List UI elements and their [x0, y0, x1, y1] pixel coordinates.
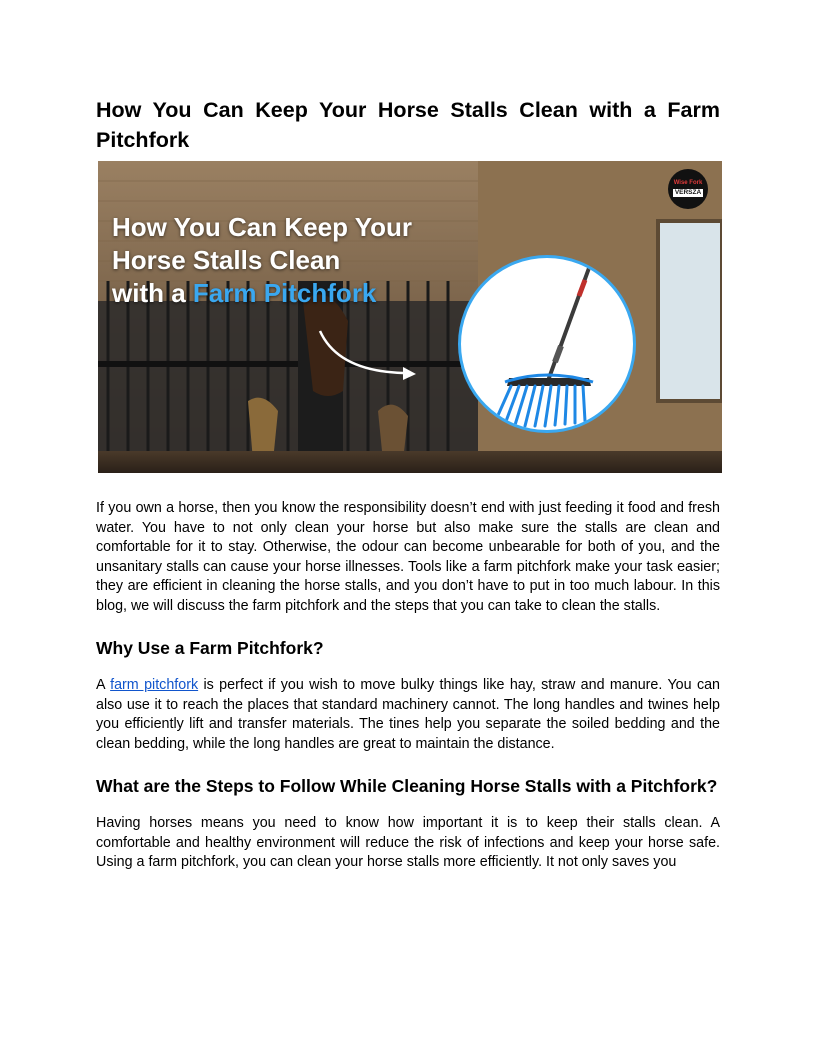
brand-logo: [668, 169, 708, 209]
why-text-start: A: [96, 677, 111, 693]
logo-brand-text: VERSZA: [674, 189, 702, 196]
hero-line-3-prefix: with a: [112, 278, 193, 308]
why-paragraph: [96, 676, 720, 754]
page-title: How You Can Keep Your Horse Stalls Clean with a Farm Pitchfork: [96, 98, 720, 152]
intro-paragraph: If you own a horse, then you know the responsibility doesn’t end with just feeding it food and fresh water. You have to not only clean your horse but also make sure the stalls are clean and comfortable for it to stay. Otherwise, the odour can become unbearable for both of you, and the unsanitary stalls can cause your horse illnesses. Tools like a farm pitchfork make your task easier; they are efficient in cleaning the horse stalls, and you don’t have to put in too much labour. In this blog, we will discuss the farm pitchfork and the steps that you can take to clean the stalls.: [96, 500, 720, 614]
section-heading-steps: What are the Steps to Follow While Cleaning Horse Stalls with a Pitchfork?: [96, 776, 718, 796]
pitchfork-icon: [461, 258, 633, 430]
document-page: [96, 95, 720, 873]
hero-line-1: How You Can Keep Your: [112, 212, 413, 242]
logo-top-text: Wise Fork: [673, 180, 703, 186]
farm-pitchfork-link[interactable]: farm pitchfork: [110, 677, 199, 693]
steps-paragraph: Having horses means you need to know how important it is to keep their stalls clean. A comfortable and healthy environment will reduce the risk of infections and keep your horse safe. Using a farm pitchfork, you can clean your horse stalls more efficiently. It not only saves you: [96, 815, 720, 870]
section-heading-why: Why Use a Farm Pitchfork?: [96, 638, 324, 658]
hero-line-3-accent: Farm Pitchfork: [192, 278, 377, 308]
hero-line-3: [112, 277, 412, 310]
hero-image: [98, 161, 722, 473]
hero-headline: [112, 211, 412, 310]
why-text-end: is perfect if you wish to move bulky things like hay, straw and manure. You can also use it to reach the places that standard machinery cannot. The long handles and twines help you efficiently lift and transfer materials. The tines help you separate the soiled bedding and the clean bedding, while the long handles are great to maintain the distance.: [96, 677, 720, 752]
hero-line-2: Horse Stalls Clean: [112, 245, 341, 275]
pitchfork-product-image: [458, 255, 636, 433]
